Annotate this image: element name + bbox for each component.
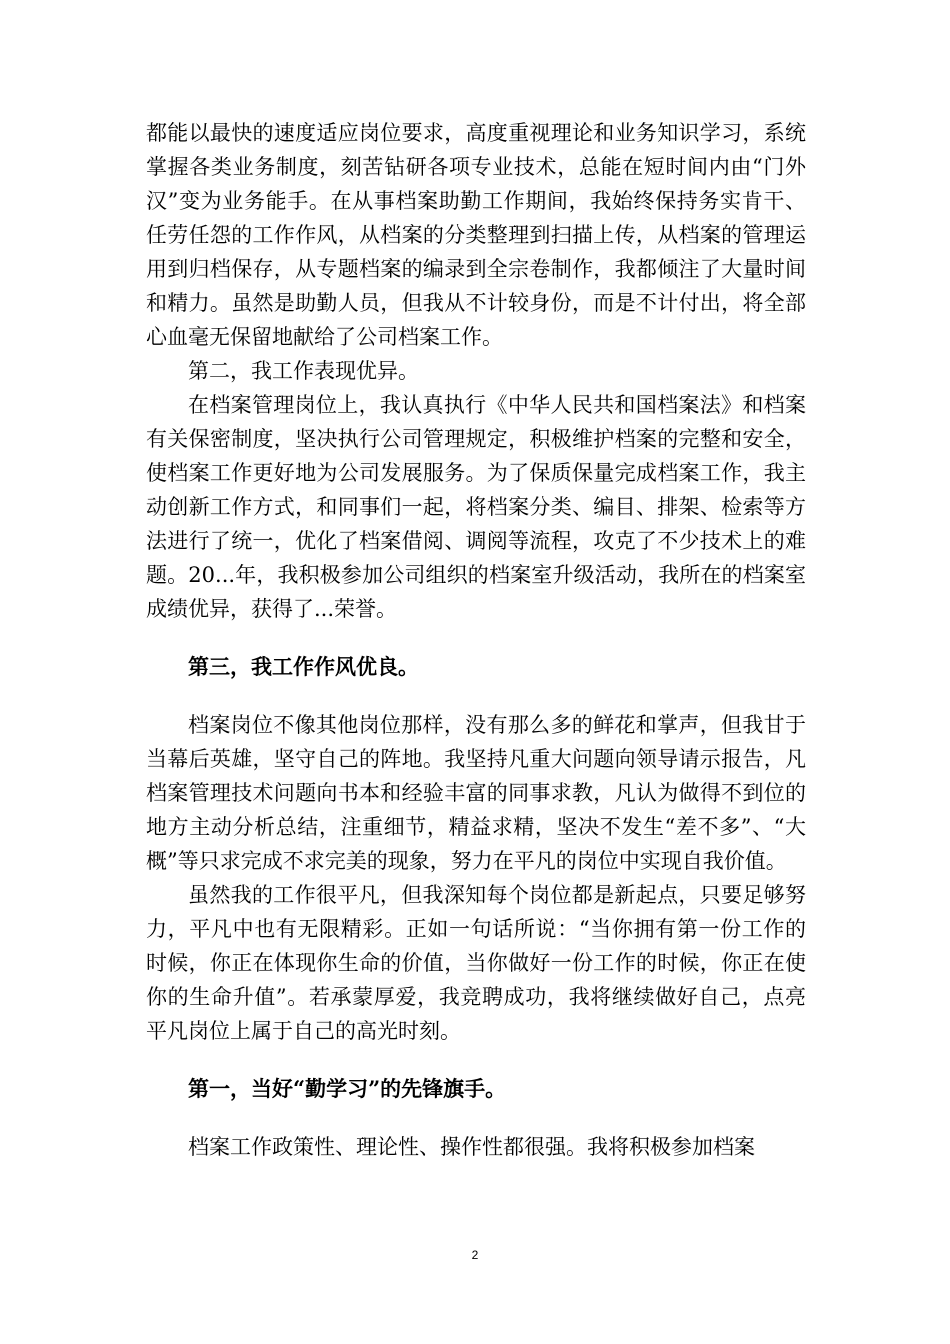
paragraph-continuation: 都能以最快的速度适应岗位要求，高度重视理论和业务知识学习，系统掌握各类业务制度，刻苦钻研各项专业技术，总能在短时间内由“门外汉”变为业务能手。在从事档案助勤工作期间，我始终保持务实肯干、任劳任怨的工作作风，从档案的分类整理到扫描上传，从档案的管理运用到归档保存，从专题档案的编录到全宗卷制作，我都倾注了大量时间和精力。虽然是助勤人员，但我从不计较身份，而是不计付出，将全部心血毫无保留地献给了公司档案工作。 <box>146 121 806 349</box>
heading-first-point: 第一，当好“勤学习”的先锋旗手。 <box>188 1076 507 1101</box>
paragraph-performance: 在档案管理岗位上，我认真执行《中华人民共和国档案法》和档案有关保密制度，坚决执行公司管理规定，积极维护档案的完整和安全，使档案工作更好地为公司发展服务。为了保质保量完成档案工作，我主动创新工作方式，和同事们一起，将档案分类、编目、排架、检索等方法进行了统一，优化了档案借阅、调阅等流程，攻克了不少技术上的难题。20...年，我积极参加公司组织的档案室升级活动，我所在的档案室成绩优异，获得了...荣誉。 <box>146 393 806 621</box>
document-body <box>146 116 806 1164</box>
paragraph-work-style: 档案岗位不像其他岗位那样，没有那么多的鲜花和掌声，但我甘于当幕后英雄，坚守自己的阵地。我坚持凡重大问题向领导请示报告，凡档案管理技术问题向书本和经验丰富的同事求教，凡认为做得不到位的地方主动分析总结，注重细节，精益求精，坚决不发生“差不多”、“大概”等只求完成不求完美的现象，努力在平凡的岗位中实现自我价值。 <box>146 713 806 873</box>
heading-third-point: 第三，我工作作风优良。 <box>188 654 419 679</box>
page-number: 2 <box>471 1248 479 1262</box>
paragraph-second-point: 第二，我工作表现优异。 <box>188 359 419 383</box>
paragraph-ordinary-work: 虽然我的工作很平凡，但我深知每个岗位都是新起点，只要足够努力，平凡中也有无限精彩。正如一句话所说：“当你拥有第一份工作的时候，你正在体现你生命的价值，当你做好一份工作的时候，你正在使你的生命升值”。若承蒙厚爱，我竞聘成功，我将继续做好自己，点亮平凡岗位上属于自己的高光时刻。 <box>146 883 806 1043</box>
paragraph-study: 档案工作政策性、理论性、操作性都很强。我将积极参加档案 <box>188 1135 755 1159</box>
